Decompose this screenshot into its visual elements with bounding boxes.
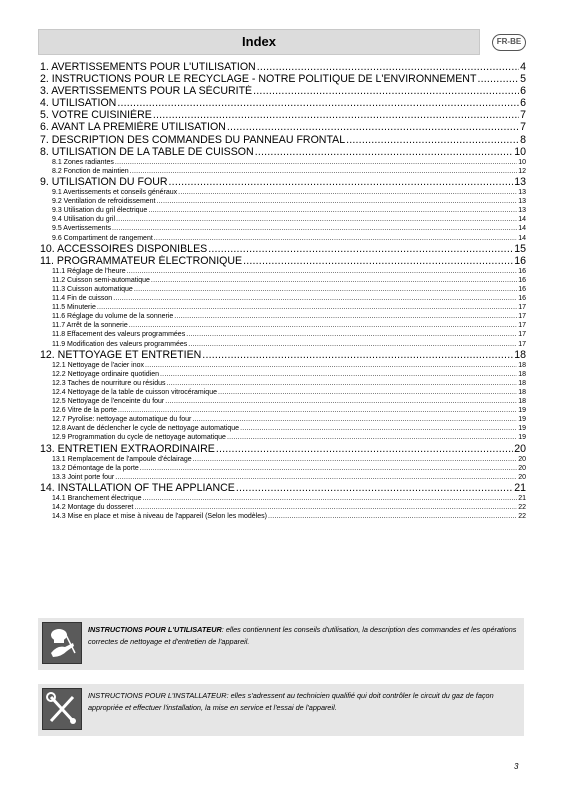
toc-page-number: 17: [518, 313, 526, 321]
toc-dot-leader: [157, 197, 518, 206]
toc-dot-leader: [129, 321, 517, 330]
installer-instructions-text: INSTRUCTIONS POUR L'INSTALLATEUR: elles s'adressent au technicien qualifié qui doit contrôler le circuit du gaz de façon appropriée et effectuer l'installation, la mise en service et l'essai de l'appareil.: [88, 691, 494, 712]
toc-page-number: 21: [514, 481, 526, 494]
toc-section-row: [40, 276, 526, 285]
toc-dot-leader: [216, 443, 513, 455]
toc-dot-leader: [112, 224, 517, 233]
toc-entry-title: 12.5 Nettoyage de l'enceinte du four: [52, 398, 165, 406]
toc-page-number: 14: [518, 234, 526, 242]
toc-dot-leader: [116, 215, 517, 224]
user-instructions-text: [88, 624, 520, 647]
toc-chapter-row: [40, 482, 526, 494]
toc-dot-leader: [192, 415, 517, 424]
toc-section-row: [40, 494, 526, 503]
toc-chapter-row: [40, 61, 526, 73]
toc-page-number: 16: [518, 295, 526, 303]
user-instructions-box: [38, 618, 524, 670]
toc-entry-title: 14.2 Montage du dosseret: [52, 504, 134, 512]
toc-dot-leader: [148, 206, 517, 215]
toc-dot-leader: [243, 255, 513, 267]
toc-dot-leader: [169, 176, 514, 188]
toc-section-row: [40, 206, 526, 215]
toc-chapter-row: [40, 349, 526, 361]
user-instructions-body: : elles contiennent les conseils d'utilisation, la description des commandes et les opérations correctes de nettoyage et d'entretien de l'appareil.: [88, 625, 517, 646]
toc-dot-leader: [143, 494, 518, 503]
toc-chapter-row: [40, 243, 526, 255]
toc-page-number: 19: [518, 416, 526, 424]
toc-section-row: [40, 455, 526, 464]
toc-page-number: 13: [518, 198, 526, 206]
toc-dot-leader: [130, 167, 518, 176]
toc-dot-leader: [193, 455, 518, 464]
toc-chapter-row: [40, 255, 526, 267]
toc-section-row: [40, 340, 526, 349]
toc-page-number: 6: [520, 85, 526, 98]
toc-entry-title: 9.1 Avertissements et conseils généraux: [52, 189, 178, 197]
toc-entry-title: 14. INSTALLATION OF THE APPLIANCE: [40, 481, 235, 494]
toc-section-row: [40, 361, 526, 370]
toc-chapter-row: [40, 121, 526, 133]
toc-page-number: 18: [518, 361, 526, 369]
toc-entry-title: 14.3 Mise en place et mise à niveau de l'appareil (Selon les modèles): [52, 513, 267, 521]
toc-chapter-row: [40, 97, 526, 109]
toc-page-number: 4: [520, 61, 526, 73]
language-badge: FR-BE: [492, 34, 526, 51]
toc-entry-title: 13.3 Joint porte four: [52, 473, 115, 481]
toc-page-number: 22: [518, 504, 526, 512]
toc-chapter-row: [40, 146, 526, 158]
toc-page-number: 19: [518, 425, 526, 433]
user-instructions-title: INSTRUCTIONS POUR L'UTILISATEUR: [88, 625, 222, 634]
toc-entry-title: 9. UTILISATION DU FOUR: [40, 175, 168, 188]
toc-page-number: 16: [514, 254, 526, 267]
toc-section-row: [40, 188, 526, 197]
toc-dot-leader: [134, 285, 517, 294]
toc-page-number: 7: [520, 121, 526, 134]
toc-page-number: 15: [514, 242, 526, 255]
toc-entry-title: 11.4 Fin de cuisson: [52, 295, 113, 303]
toc-page-number: 18: [514, 348, 526, 361]
toc-dot-leader: [115, 158, 517, 167]
toc-entry-title: 13.1 Remplacement de l'ampoule d'éclairage: [52, 455, 192, 463]
toc-section-row: [40, 397, 526, 406]
toc-page-number: 17: [518, 322, 526, 330]
toc-entry-title: 9.2 Ventilation de refroidissement: [52, 198, 156, 206]
toc-section-row: [40, 234, 526, 243]
toc-section-row: [40, 424, 526, 433]
toc-page-number: 21: [518, 495, 526, 503]
toc-dot-leader: [208, 243, 513, 255]
toc-page-number: 16: [518, 267, 526, 275]
toc-entry-title: 13.2 Démontage de la porte: [52, 464, 139, 472]
toc-section-row: [40, 406, 526, 415]
chef-hand-icon: [42, 622, 82, 664]
toc-dot-leader: [174, 312, 517, 321]
toc-page-number: 20: [518, 473, 526, 481]
toc-section-row: [40, 215, 526, 224]
toc-page-number: 20: [514, 442, 526, 455]
toc-chapter-row: [40, 176, 526, 188]
toc-entry-title: 9.3 Utilisation du gril électrique: [52, 207, 148, 215]
toc-section-row: [40, 158, 526, 167]
toc-dot-leader: [151, 276, 517, 285]
toc-entry-title: 8.2 Fonction de maintien: [52, 167, 129, 175]
toc-entry-title: 9.5 Avertissements: [52, 225, 112, 233]
toc-dot-leader: [240, 424, 517, 433]
toc-dot-leader: [118, 406, 517, 415]
toc-section-row: [40, 388, 526, 397]
toc-dot-leader: [188, 340, 517, 349]
toc-section-row: [40, 415, 526, 424]
toc-entry-title: 5. VOTRE CUISINIÈRE: [40, 109, 152, 122]
toc-page-number: 20: [518, 455, 526, 463]
toc-page-number: 17: [518, 340, 526, 348]
toc-entry-title: 12.2 Nettoyage ordinaire quotidien: [52, 370, 160, 378]
toc-dot-leader: [134, 503, 517, 512]
toc-entry-title: 14.1 Branchement électrique: [52, 495, 142, 503]
toc-dot-leader: [255, 146, 514, 158]
page-number: 3: [514, 762, 519, 771]
page-title: Index: [242, 34, 276, 49]
toc-page-number: 6: [520, 97, 526, 110]
toc-dot-leader: [218, 388, 517, 397]
toc-dot-leader: [202, 349, 513, 361]
toc-entry-title: 11.2 Cuisson semi-automatique: [52, 276, 150, 284]
index-header-bar: [38, 29, 480, 55]
toc-page-number: 17: [518, 304, 526, 312]
toc-dot-leader: [165, 397, 517, 406]
toc-entry-title: 12.4 Nettoyage de la table de cuisson vitrocéramique: [52, 389, 217, 396]
toc-page-number: 19: [518, 407, 526, 415]
toc-page-number: 14: [518, 216, 526, 224]
toc-section-row: [40, 294, 526, 303]
toc-section-row: [40, 379, 526, 388]
toc-section-row: [40, 285, 526, 294]
installer-instructions-box: [38, 684, 524, 736]
toc-page-number: 18: [518, 389, 526, 396]
toc-page-number: 13: [518, 189, 526, 197]
toc-section-row: [40, 370, 526, 379]
toc-entry-title: 11.7 Arrêt de la sonnerie: [52, 322, 128, 330]
toc-entry-title: 12.9 Programmation du cycle de nettoyage automatique: [52, 434, 226, 442]
toc-page-number: 19: [518, 434, 526, 442]
toc-page-number: 18: [518, 398, 526, 406]
toc-page-number: 10: [518, 158, 526, 166]
toc-entry-title: 11. PROGRAMMATEUR ÉLECTRONIQUE: [40, 254, 243, 267]
toc-page-number: 13: [518, 207, 526, 215]
toc-dot-leader: [178, 188, 517, 197]
toc-dot-leader: [346, 134, 519, 146]
toc-entry-title: 11.6 Réglage du volume de la sonnerie: [52, 313, 174, 321]
toc-page-number: 22: [518, 513, 526, 521]
toc-page-number: 20: [518, 464, 526, 472]
toc-entry-title: 12.7 Pyrolise: nettoyage automatique du four: [52, 416, 192, 424]
toc-page-number: 18: [518, 370, 526, 378]
toc-dot-leader: [127, 267, 518, 276]
toc-entry-title: 6. AVANT LA PREMIÈRE UTILISATION: [40, 121, 226, 134]
toc-entry-title: 11.1 Réglage de l'heure: [52, 267, 126, 275]
toc-entry-title: 1. AVERTISSEMENTS POUR L'UTILISATION: [40, 61, 256, 73]
toc-section-row: [40, 433, 526, 442]
toc-section-row: [40, 303, 526, 312]
toc-entry-title: 12.3 Taches de nourriture ou résidus: [52, 379, 166, 387]
toc-entry-title: 12.6 Vitre de la porte: [52, 407, 117, 415]
toc-chapter-row: [40, 85, 526, 97]
toc-section-row: [40, 512, 526, 521]
toc-dot-leader: [153, 109, 519, 121]
toc-chapter-row: [40, 443, 526, 455]
toc-dot-leader: [113, 294, 517, 303]
toc-section-row: [40, 312, 526, 321]
toc-entry-title: 4. UTILISATION: [40, 97, 117, 110]
toc-dot-leader: [140, 464, 517, 473]
toc-page-number: 13: [514, 175, 526, 188]
toc-page-number: 17: [518, 331, 526, 339]
toc-entry-title: 9.4 Utilisation du gril: [52, 216, 116, 224]
toc-entry-title: 11.8 Effacement des valeurs programmées: [52, 331, 186, 339]
toc-dot-leader: [268, 512, 517, 521]
toc-dot-leader: [167, 379, 518, 388]
toc-dot-leader: [253, 85, 519, 97]
toc-entry-title: 13. ENTRETIEN EXTRAORDINAIRE: [40, 442, 215, 455]
toc-page-number: 5: [520, 73, 526, 86]
toc-section-row: [40, 197, 526, 206]
toc-section-row: [40, 167, 526, 176]
toc-entry-title: 12.8 Avant de déclencher le cycle de nettoyage automatique: [52, 425, 240, 433]
toc-section-row: [40, 464, 526, 473]
toc-page-number: 7: [520, 109, 526, 122]
toc-entry-title: 11.9 Modification des valeurs programmées: [52, 340, 188, 348]
toc-entry-title: 11.5 Minuterie: [52, 304, 96, 312]
toc-entry-title: 12.1 Nettoyage de l'acier inox: [52, 361, 145, 369]
toc-entry-title: 7. DESCRIPTION DES COMMANDES DU PANNEAU FRONTAL: [40, 133, 346, 146]
toc-section-row: [40, 321, 526, 330]
toc-entry-title: 2. INSTRUCTIONS POUR LE RECYCLAGE - NOTRE POLITIQUE DE L'ENVIRONNEMENT: [40, 73, 477, 86]
toc-section-row: [40, 503, 526, 512]
toc-dot-leader: [236, 482, 513, 494]
tools-icon: [42, 688, 82, 730]
toc-page-number: 8: [520, 133, 526, 146]
toc-page-number: 16: [518, 276, 526, 284]
toc-section-row: [40, 330, 526, 339]
toc-dot-leader: [227, 433, 517, 442]
toc-entry-title: 3. AVERTISSEMENTS POUR LA SÉCURITÉ: [40, 85, 253, 98]
toc-chapter-row: [40, 134, 526, 146]
toc-dot-leader: [117, 97, 519, 109]
toc-entry-title: 12. NETTOYAGE ET ENTRETIEN: [40, 348, 202, 361]
toc-entry-title: 11.3 Cuisson automatique: [52, 285, 133, 293]
toc-dot-leader: [97, 303, 517, 312]
toc-entry-title: 8. UTILISATION DE LA TABLE DE CUISSON: [40, 145, 254, 158]
toc-section-row: [40, 473, 526, 482]
toc-page-number: 18: [518, 379, 526, 387]
toc-section-row: [40, 267, 526, 276]
toc-dot-leader: [115, 473, 517, 482]
toc-dot-leader: [160, 370, 517, 379]
toc-page-number: 16: [518, 285, 526, 293]
toc-dot-leader: [154, 234, 517, 243]
table-of-contents: [40, 61, 526, 521]
toc-page-number: 10: [514, 145, 526, 158]
toc-dot-leader: [145, 361, 517, 370]
toc-entry-title: 10. ACCESSOIRES DISPONIBLES: [40, 242, 208, 255]
toc-page-number: 12: [518, 167, 526, 175]
toc-page-number: 14: [518, 225, 526, 233]
toc-chapter-row: [40, 109, 526, 121]
toc-chapter-row: [40, 73, 526, 85]
toc-dot-leader: [227, 121, 519, 133]
toc-dot-leader: [186, 330, 517, 339]
toc-dot-leader: [257, 61, 519, 73]
toc-entry-title: 8.1 Zones radiantes: [52, 158, 114, 166]
toc-dot-leader: [477, 73, 519, 85]
toc-section-row: [40, 224, 526, 233]
toc-entry-title: 9.6 Compartiment de rangement: [52, 234, 153, 242]
